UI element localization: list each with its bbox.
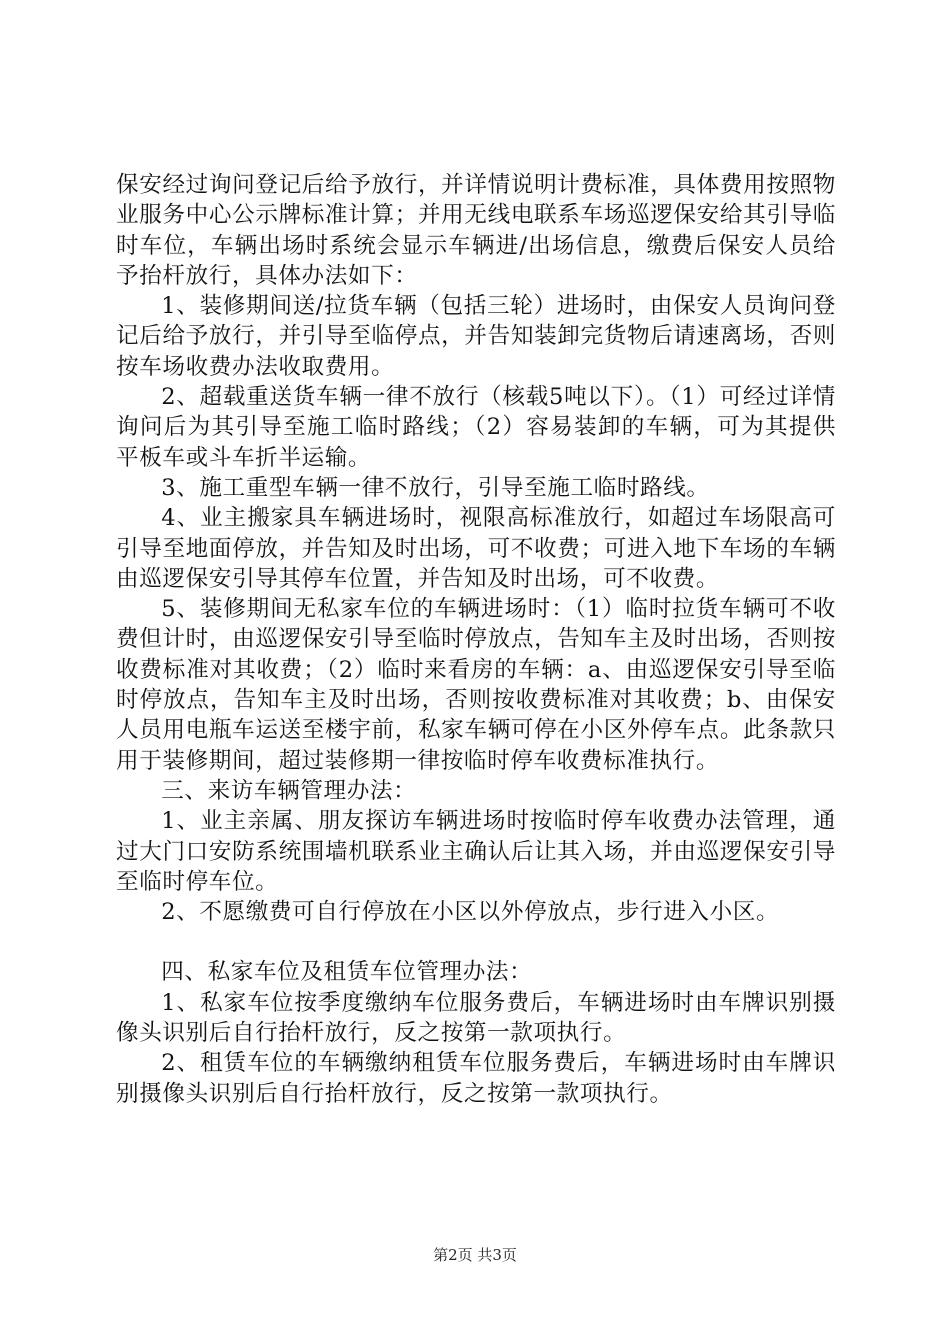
paragraph-gap <box>116 927 836 957</box>
paragraph-item-1: 1、装修期间送/拉货车辆（包括三轮）进场时，由保安人员询问登记后给予放行，并引导至临停点，并告知装卸完货物后请速离场，否则按车场收费办法收取费用。 <box>116 293 836 380</box>
paragraph-continuation: 保安经过询问登记后给予放行，并详情说明计费标准，具体费用按照物业服务中心公示牌标准计算；并用无线电联系车场巡逻保安给其引导临时车位，车辆出场时系统会显示车辆进/出场信息，缴费后保安人员给予抬杆放行，具体办法如下： <box>116 172 836 289</box>
section-heading-3: 三、来访车辆管理办法： <box>161 777 417 804</box>
document-body <box>116 170 836 1109</box>
page-number-footer: 第2页 共3页 <box>433 1246 517 1264</box>
paragraph-private-2: 2、租赁车位的车辆缴纳租赁车位服务费后，车辆进场时由车牌识别摄像头识别后自行抬杆放行，反之按第一款项执行。 <box>116 1050 836 1107</box>
paragraph-visitor-1: 1、业主亲属、朋友探访车辆进场时按临时停车收费办法管理，通过大门口安防系统围墙机联系业主确认后让其入场，并由巡逻保安引导至临时停车位。 <box>116 808 836 895</box>
paragraph-item-4: 4、业主搬家具车辆进场时，视限高标准放行，如超过车场限高可引导至地面停放，并告知及时出场，可不收费；可进入地下车场的车辆由巡逻保安引导其停车位置，并告知及时出场，可不收费。 <box>116 505 836 592</box>
paragraph-item-5: 5、装修期间无私家车位的车辆进场时：（1）临时拉货车辆可不收费但计时，由巡逻保安引导至临时停放点，告知车主及时出场，否则按收费标准对其收费；（2）临时来看房的车辆：a、由巡逻保安引导至临时停放点，告知车主及时出场，否则按收费标准对其收费；b、由保安人员用电瓶车运送至楼宇前，私家车辆可停在小区外停车点。此条款只用于装修期间，超过装修期一律按临时停车收费标准执行。 <box>116 596 836 774</box>
paragraph-visitor-2: 2、不愿缴费可自行停放在小区以外停放点，步行进入小区。 <box>161 899 780 926</box>
paragraph-item-2: 2、超载重送货车辆一律不放行（核载5吨以下）。（1）可经过详情询问后为其引导至施工临时路线；（2）容易装卸的车辆，可为其提供平板车或斗车折半运输。 <box>116 384 836 471</box>
paragraph-private-1: 1、私家车位按季度缴纳车位服务费后，车辆进场时由车牌识别摄像头识别后自行抬杆放行，反之按第一款项执行。 <box>116 989 836 1047</box>
section-heading-4: 四、私家车位及租赁车位管理办法： <box>161 959 533 986</box>
paragraph-item-3: 3、施工重型车辆一律不放行，引导至施工临时路线。 <box>161 474 710 501</box>
